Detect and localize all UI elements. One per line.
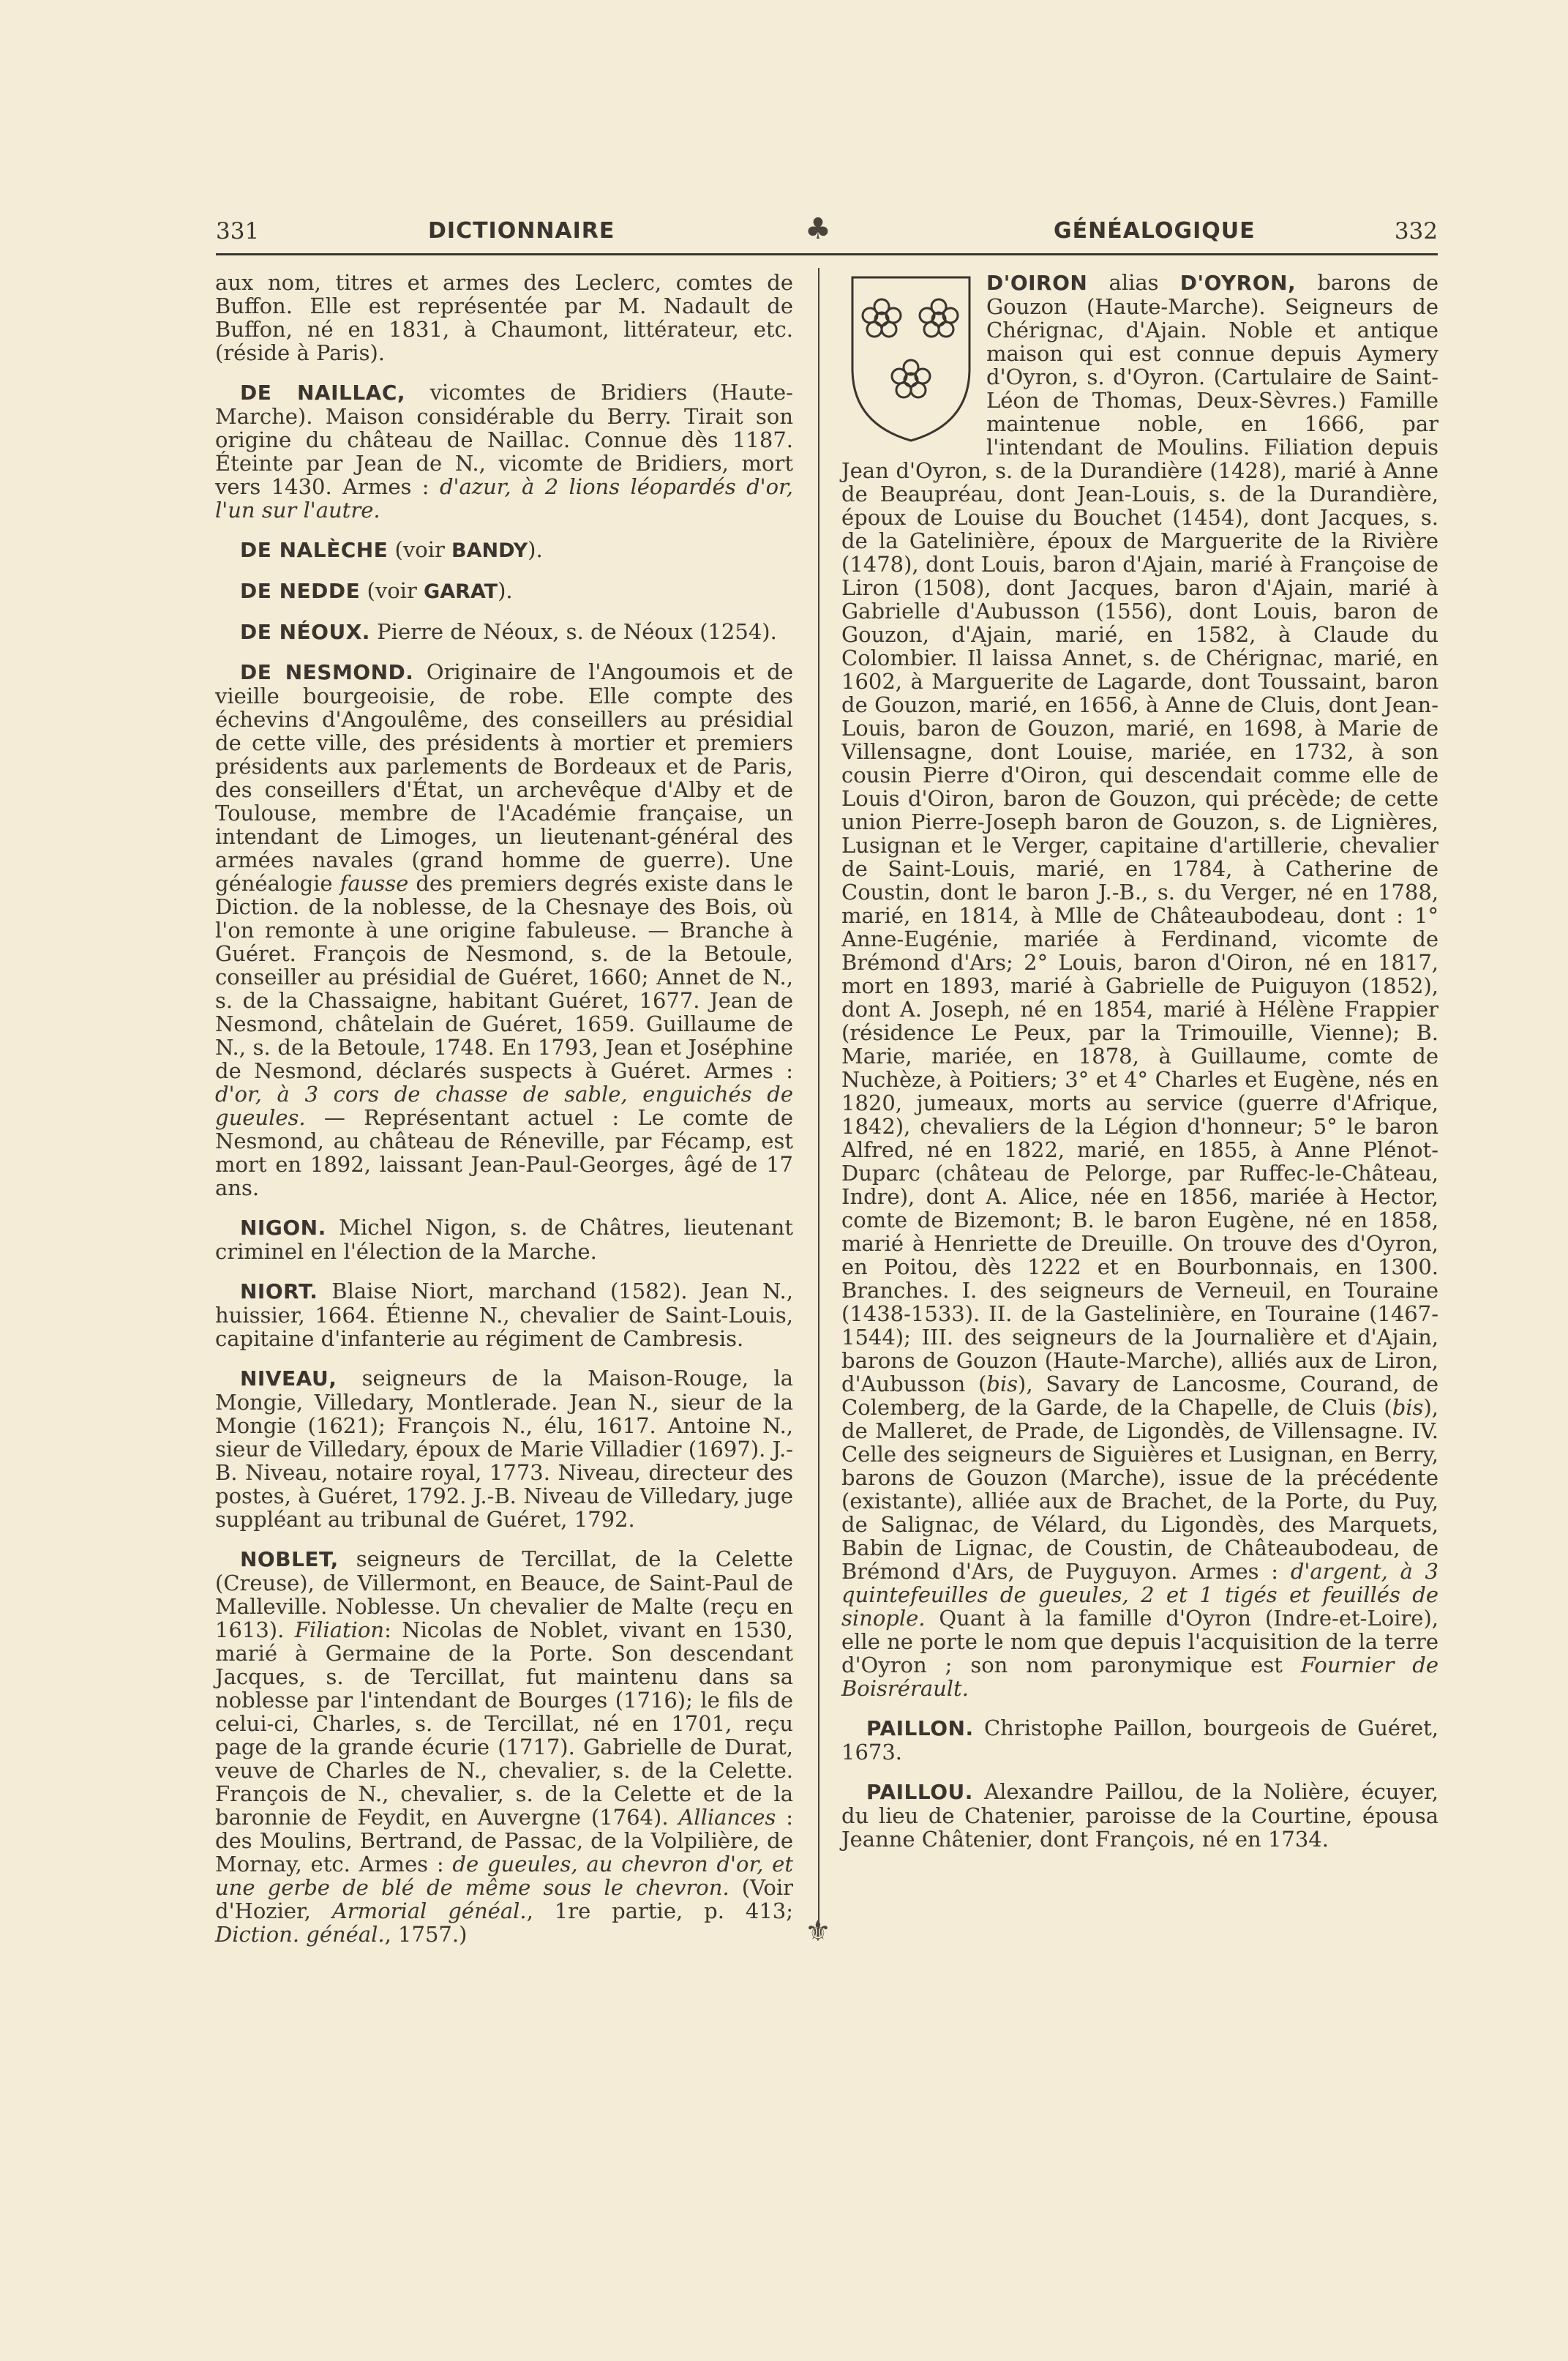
entry-buffon-continued: aux nom, titres et armes des Leclerc, comtes de Buffon. Elle est représentée par M. Nadault de Buffon, né en 1831, à Chaumont, littérateur, etc. (réside à Paris). <box>215 270 793 365</box>
headword: DE NEDDE <box>240 579 361 603</box>
cross-reference: BANDY <box>451 539 528 562</box>
blazon: d'azur, à 2 lions léopardés d'or, l'un sur l'autre. <box>215 474 793 523</box>
shield-quintefoils-icon <box>849 274 973 446</box>
entry-nigon: NIGON. Michel Nigon, s. de Châtres, lieutenant criminel en l'élection de la Marche. <box>215 1215 793 1264</box>
header-ornament-icon: ♣ <box>805 212 831 246</box>
running-title-right: GÉNÉALOGIQUE <box>1054 218 1256 244</box>
headword-alias: D'OYRON, <box>1179 271 1297 295</box>
header-rule <box>216 253 1438 255</box>
entry-noblet: NOBLET, seigneurs de Tercillat, de la Celette (Creuse), de Villermont, en Beauce, de Saint-Paul de Malleville. Noblesse. Un chevalier de Malte (reçu en 1613). Filiation: Nicolas de Noblet, vivant en 1530, marié à Germaine de la Porte. Son descendant Jacques, s. de Tercillat, fut maintenu dans sa noblesse par l'intendant de Bourges (1716); le fils de celui-ci, Charles, s. de Tercillat, né en 1701, reçu page de la grande écurie (1717). Gabrielle de Durat, veuve de Charles de N., chevalier, s. de la Celette. François de N., chevalier, s. de la Celette et de la baronnie de Feydit, en Auvergne (1764). Alliances : des Moulins, Bertrand, de Passac, de la Volpilière, de Mornay, etc. Armes : de gueules, au chevron d'or, et une gerbe de blé de même sous le chevron. (Voir d'Hozier, Armorial généal., 1re partie, p. 413; Diction. généal., 1757.) <box>215 1546 793 1947</box>
headword: NIGON. <box>240 1216 326 1240</box>
page-number-left: 331 <box>216 218 260 244</box>
entry-niort: NIORT. Blaise Niort, marchand (1582). Jean N., huissier, 1664. Étienne N., chevalier de Saint-Louis, capitaine d'infanterie au régiment de Cambresis. <box>215 1279 793 1351</box>
right-column <box>841 271 1438 1867</box>
entry-naleche: DE NALÈCHE (voir BANDY). <box>240 537 543 562</box>
entry-oiron: D'OIRON alias D'OYRON, barons de Gouzon (Haute-Marche). Seigneurs de Chérignac, d'Ajain. Noble et antique maison qui est connue depuis Aymery d'Oyron, s. d'Oyron. (Cartulaire de Saint-Léon de Thomas, Deux-Sèvres.) Famille maintenue noble, en 1666, par l'intendant de Moulins. Filiation depuis Jean d'Oyron, s. de la Durandière (1428), marié à Anne de Beaupréau, dont Jean-Louis, s. de la Durandière, époux de Louise du Bouchet (1454), dont Jacques, s. de la Gatelinière, époux de Marguerite de la Rivière (1478), dont Louis, baron d'Ajain, marié à Françoise de Liron (1508), dont Jacques, baron d'Ajain, marié à Gabrielle d'Aubusson (1556), dont Louis, baron de Gouzon, d'Ajain, marié, en 1582, à Claude du Colombier. Il laissa Annet, s. de Chérignac, marié, en 1602, à Marguerite de Lagarde, dont Toussaint, baron de Gouzon, marié, en 1656, à Anne de Cluis, dont Jean-Louis, baron de Gouzon, marié, en 1698, à Marie de Villensagne, dont Louise, mariée, en 1732, à son cousin Pierre d'Oiron, qui descendait comme elle de Louis d'Oiron, baron de Gouzon, qui précède; de cette union Pierre-Joseph baron de Gouzon, s. de Lignières, Lusignan et le Verger, capitaine d'artillerie, chevalier de Saint-Louis, marié, en 1784, à Catherine de Coustin, dont le baron J.-B., s. du Verger, né en 1788, marié, en 1814, à Mlle de Châteaubodeau, dont : 1° Anne-Eugénie, mariée à Ferdinand, vicomte de Brémond d'Ars; 2° Louis, baron d'Oiron, né en 1817, mort en 1893, marié à Gabrielle de Puiguyon (1852), dont A. Joseph, né en 1854, marié à Hélène Frappier (résidence Le Peux, par la Trimouille, Vienne); B. Marie, mariée, en 1878, à Guillaume, comte de Nuchèze, à Poitiers; 3° et 4° Charles et Eugène, nés en 1820, jumeaux, morts au service (guerre d'Afrique, 1842), chevaliers de la Légion d'honneur; 5° le baron Alfred, né en 1822, marié, en 1855, à Anne Plénot-Duparc (château de Pelorge, par Ruffec-le-Château, Indre), dont A. Alice, née en 1856, mariée à Hector, comte de Bizemont; B. le baron Eugène, né en 1858, marié à Henriette de Dreuille. On trouve des d'Oyron, en Poitou, dès 1222 et en Bourbonnais, en 1300. Branches. I. des seigneurs de Verneuil, en Touraine (1438-1533). II. de la Gastelinière, en Touraine (1467-1544); III. des seigneurs de la Journalière et d'Ajain, barons de Gouzon (Haute-Marche), alliés aux de Liron, d'Aubusson (bis), Savary de Lancosme, Courand, de Colemberg, de la Garde, de la Chapelle, de Cluis (bis), de Malleret, de Prade, de Ligondès, de Villensagne. IV. Celle des seigneurs de Siguières et Lusignan, en Berry, barons de Gouzon (Marche), issue de la précédente (existante), alliée aux de Brachet, de la Porte, du Puy, de Salignac, de Vélard, du Ligondès, des Marquets, Babin de Lignac, de Coustin, de Châteaubodeau, de Brémond d'Ars, de Puyguyon. Armes : d'argent, à 3 quintefeuilles de gueules, 2 et 1 tigés et feuillés de sinople. Quant à la famille d'Oyron (Indre-et-Loire), elle ne porte le nom que depuis l'acquisition de la terre d'Oyron ; son nom paronymique est Fournier de Boisrérault. <box>841 270 1439 1701</box>
headword: NIVEAU, <box>240 1366 337 1391</box>
left-column <box>215 271 793 1962</box>
blazon: de gueules, au chevron d'or, et une gerbe de blé de même sous le chevron. <box>215 1852 793 1900</box>
entry-naillac: DE NAILLAC, vicomtes de Bridiers (Haute-Marche). Maison considérable du Berry. Tirait son origine du château de Naillac. Connue dès 1187. Éteinte par Jean de N., vicomte de Bridiers, mort vers 1430. Armes : d'azur, à 2 lions léopardés d'or, l'un sur l'autre. <box>215 380 793 523</box>
entry-paillon: PAILLON. Christophe Paillon, bourgeois de Guéret, 1673. <box>841 1715 1438 1765</box>
entry-niveau: NIVEAU, seigneurs de la Maison-Rouge, la Mongie, Villedary, Montlerade. Jean N., sieur de la Mongie (1621); François N., élu, 1617. Antoine N., sieur de Villedary, époux de Marie Villadier (1697). J.-B. Niveau, notaire royal, 1773. Niveau, directeur des postes, à Guéret, 1792. J.-B. Niveau de Villedary, juge suppléant au tribunal de Guéret, 1792. <box>215 1366 793 1532</box>
entry-nedde: DE NEDDE (voir GARAT). <box>240 578 513 603</box>
entry-neoux: DE NÉOUX. Pierre de Néoux, s. de Néoux (1254). <box>240 619 777 644</box>
blazon: d'or, à 3 cors de chasse de sable, enguichés de gueules. <box>215 1082 793 1130</box>
blazon: d'argent, à 3 quintefeuilles de gueules, 2 et 1 tigés et feuillés de sinople. <box>841 1559 1439 1631</box>
headword: D'OIRON <box>986 271 1088 295</box>
page-number-right: 332 <box>1394 218 1438 244</box>
headword: DE NALÈCHE <box>240 538 389 562</box>
running-title-left: DICTIONNAIRE <box>428 218 615 244</box>
entry-nesmond: DE NESMOND. Originaire de l'Angoumois et de vieille bourgeoisie, de robe. Elle compte des échevins d'Angoulême, des conseillers au présidial de cette ville, des présidents à mortier et premiers présidents aux parlements de Bordeaux et de Paris, des conseillers d'État, un archevêque d'Alby et de Toulouse, membre de l'Académie française, un intendant de Limoges, un lieutenant-général des armées navales (grand homme de guerre). Une généalogie fausse des premiers degrés existe dans le Diction. de la noblesse, de la Chesnaye des Bois, où l'on remonte à une origine fabuleuse. — Branche à Guéret. François de Nesmond, s. de la Betoule, conseiller au présidial de Guéret, 1660; Annet de N., s. de la Chassaigne, habitant Guéret, 1677. Jean de Nesmond, châtelain de Guéret, 1659. Guillaume de N., s. de la Betoule, 1748. En 1793, Jean et Joséphine de Nesmond, déclarés suspects à Guéret. Armes : d'or, à 3 cors de chasse de sable, enguichés de gueules. — Représentant actuel : Le comte de Nesmond, au château de Réneville, par Fécamp, est mort en 1892, laissant Jean-Paul-Georges, âgé de 17 ans. <box>215 659 794 1200</box>
headword: PAILLON. <box>866 1716 974 1740</box>
headword: DE NESMOND. <box>240 660 414 684</box>
cross-reference: GARAT <box>424 580 498 603</box>
headword: NOBLET, <box>240 1547 339 1571</box>
column-divider <box>818 268 819 1929</box>
headword: DE NÉOUX. <box>240 620 370 644</box>
entry-paillou: PAILLOU. Alexandre Paillou, de la Nolière, écuyer, du lieu de Chatenier, paroisse de la Courtine, épousa Jeanne Châtenier, dont François, né en 1734. <box>841 1779 1438 1852</box>
headword: DE NAILLAC, <box>240 381 406 405</box>
headword: NIORT. <box>240 1279 318 1303</box>
footer-ornament-icon: ⚜ <box>805 1915 831 1948</box>
headword: PAILLOU. <box>866 1780 973 1804</box>
